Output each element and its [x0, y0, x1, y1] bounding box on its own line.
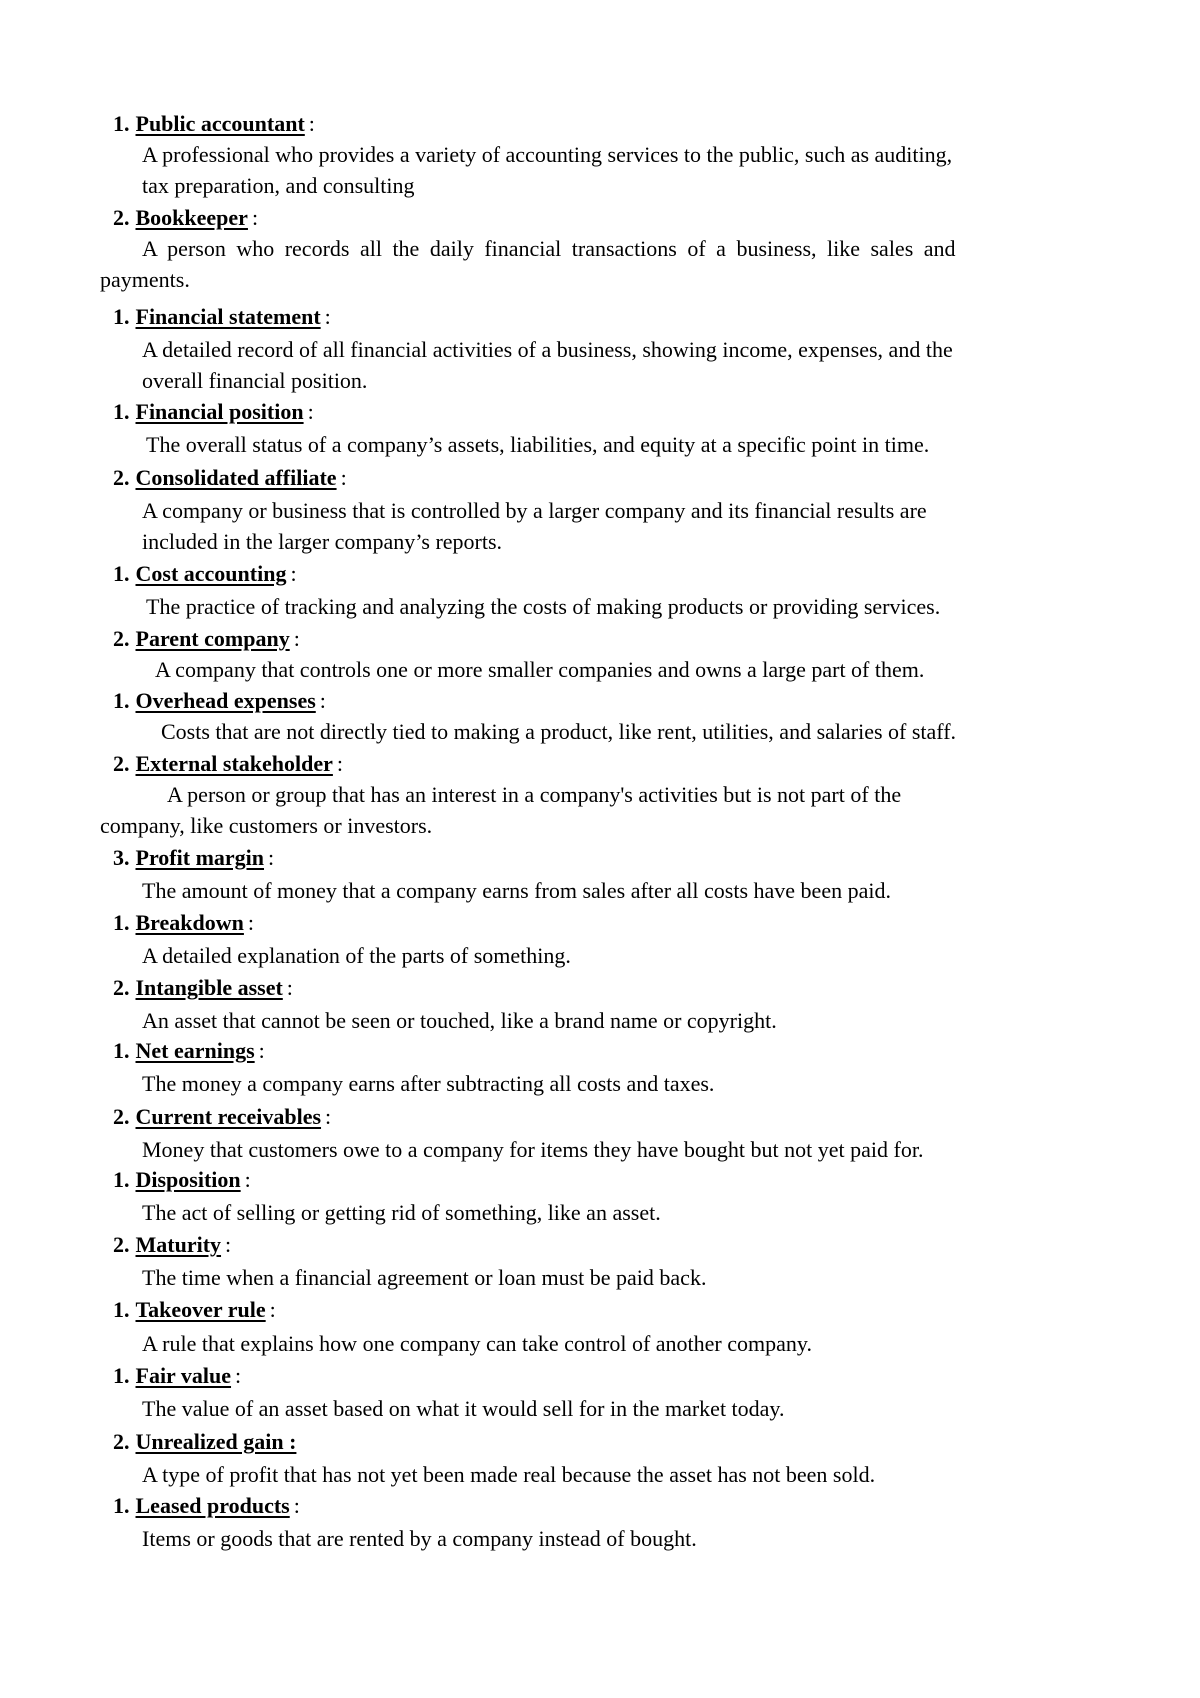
term-title: Overhead expenses — [135, 688, 316, 713]
term-colon: : — [268, 845, 275, 870]
item-number: 1. — [113, 1363, 130, 1388]
definition-line: overall financial position. — [142, 368, 368, 393]
term-title: Financial position — [135, 399, 304, 424]
term-colon: : — [307, 399, 314, 424]
definition-line: The value of an asset based on what it would sell for in the market today. — [142, 1396, 785, 1421]
definition-line: company, like customers or investors. — [100, 813, 433, 838]
term-colon: : — [319, 688, 326, 713]
term-line — [113, 561, 297, 587]
item-number: 1. — [113, 1038, 130, 1063]
term-colon: : — [247, 910, 255, 935]
term-title: Current receivables — [135, 1104, 322, 1129]
term-colon: : — [286, 975, 293, 1000]
item-number: 1. — [113, 304, 130, 329]
term-colon: : — [325, 1104, 332, 1129]
term-line — [113, 845, 274, 871]
definition-line: A company that controls one or more smaller companies and owns a large part of them. — [155, 657, 925, 682]
definition-line: included in the larger company’s reports. — [142, 529, 503, 554]
item-number: 1. — [113, 1493, 130, 1518]
definition-line: A detailed record of all financial activities of a business, showing income, expenses, and the — [142, 337, 953, 362]
term-colon: : — [258, 1038, 265, 1063]
definition-line: A company or business that is controlled by a larger company and its financial results are — [142, 498, 927, 523]
item-number: 1. — [113, 688, 130, 713]
term-title: Maturity — [135, 1232, 222, 1257]
definition-line: Money that customers owe to a company for items they have bought but not yet paid for. — [142, 1137, 924, 1162]
item-number: 2. — [113, 1429, 130, 1454]
term-colon: : — [308, 111, 315, 136]
item-number: 2. — [113, 751, 130, 776]
term-title: Consolidated affiliate — [135, 465, 337, 490]
item-number: 3. — [113, 845, 130, 870]
term-title: Profit margin — [135, 845, 265, 870]
item-number: 2. — [113, 626, 130, 651]
term-line — [113, 1493, 300, 1519]
term-colon: : — [269, 1297, 276, 1322]
definition-line: A professional who provides a variety of accounting services to the public, such as auditing, — [142, 142, 953, 167]
term-line — [113, 910, 254, 936]
term-title: Breakdown — [135, 910, 244, 935]
definition-line: The amount of money that a company earns from sales after all costs have been paid. — [142, 878, 891, 903]
term-title: Disposition — [135, 1167, 241, 1192]
term-line — [113, 111, 315, 137]
term-line — [113, 304, 331, 330]
definition-line: Items or goods that are rented by a company instead of bought. — [142, 1526, 697, 1551]
item-number: 2. — [113, 205, 130, 230]
term-title: External stakeholder — [135, 751, 333, 776]
term-title: Public accountant — [135, 111, 305, 136]
term-title: Bookkeeper — [135, 205, 248, 230]
definition-line: payments. — [100, 267, 190, 292]
item-number: 1. — [113, 399, 130, 424]
term-title: Unrealized gain : — [135, 1429, 297, 1454]
definition-line: A type of profit that has not yet been made real because the asset has not been sold. — [142, 1462, 876, 1487]
term-line — [113, 688, 326, 714]
definition-line: The money a company earns after subtracting all costs and taxes. — [142, 1071, 715, 1096]
term-line — [113, 1167, 251, 1193]
term-title: Financial statement — [135, 304, 321, 329]
definition-line: tax preparation, and consulting — [142, 173, 415, 198]
definition-line: A person or group that has an interest in a company's activities but is not part of the — [167, 782, 902, 807]
term-line — [113, 751, 343, 777]
term-title: Cost accounting — [135, 561, 287, 586]
term-title: Fair value — [135, 1363, 232, 1388]
term-colon: : — [225, 1232, 232, 1257]
definition-line: A person who records all the daily financial transactions of a business, like sales and — [142, 236, 956, 261]
item-number: 2. — [113, 465, 130, 490]
definition-line: An asset that cannot be seen or touched, like a brand name or copyright. — [142, 1008, 777, 1033]
term-title: Net earnings — [135, 1038, 255, 1063]
term-line — [113, 1297, 276, 1323]
term-line — [113, 465, 347, 491]
item-number: 2. — [113, 1232, 130, 1257]
term-line — [113, 1363, 241, 1389]
term-line — [113, 205, 258, 231]
term-colon: : — [340, 465, 347, 490]
item-number: 1. — [113, 111, 130, 136]
term-line — [113, 1038, 265, 1064]
term-colon: : — [324, 304, 331, 329]
term-line — [113, 975, 293, 1001]
item-number: 1. — [113, 1167, 130, 1192]
definition-line: The overall status of a company’s assets, liabilities, and equity at a specific point in time. — [146, 432, 930, 457]
term-title: Takeover rule — [135, 1297, 266, 1322]
term-line — [113, 1104, 331, 1130]
term-colon: : — [235, 1363, 242, 1388]
definition-line: The practice of tracking and analyzing the costs of making products or providing services. — [146, 594, 941, 619]
item-number: 1. — [113, 561, 130, 586]
term-title: Intangible asset — [135, 975, 283, 1000]
term-colon: : — [244, 1167, 251, 1192]
term-line — [113, 1429, 296, 1455]
term-colon: : — [293, 626, 300, 651]
term-colon: : — [336, 751, 344, 776]
definition-line: Costs that are not directly tied to making a product, like rent, utilities, and salaries of staff. — [161, 719, 957, 744]
item-number: 2. — [113, 975, 130, 1000]
term-title: Parent company — [135, 626, 290, 651]
definition-line: A detailed explanation of the parts of something. — [142, 943, 571, 968]
item-number: 1. — [113, 910, 130, 935]
item-number: 2. — [113, 1104, 130, 1129]
term-line — [113, 626, 300, 652]
item-number: 1. — [113, 1297, 130, 1322]
definition-line: The act of selling or getting rid of something, like an asset. — [142, 1200, 661, 1225]
definition-line: The time when a financial agreement or loan must be paid back. — [142, 1265, 707, 1290]
term-colon: : — [251, 205, 259, 230]
term-line — [113, 399, 314, 425]
term-title: Leased products — [135, 1493, 290, 1518]
term-line — [113, 1232, 231, 1258]
definition-line: A rule that explains how one company can take control of another company. — [142, 1331, 812, 1356]
term-colon: : — [290, 561, 297, 586]
term-colon: : — [293, 1493, 300, 1518]
